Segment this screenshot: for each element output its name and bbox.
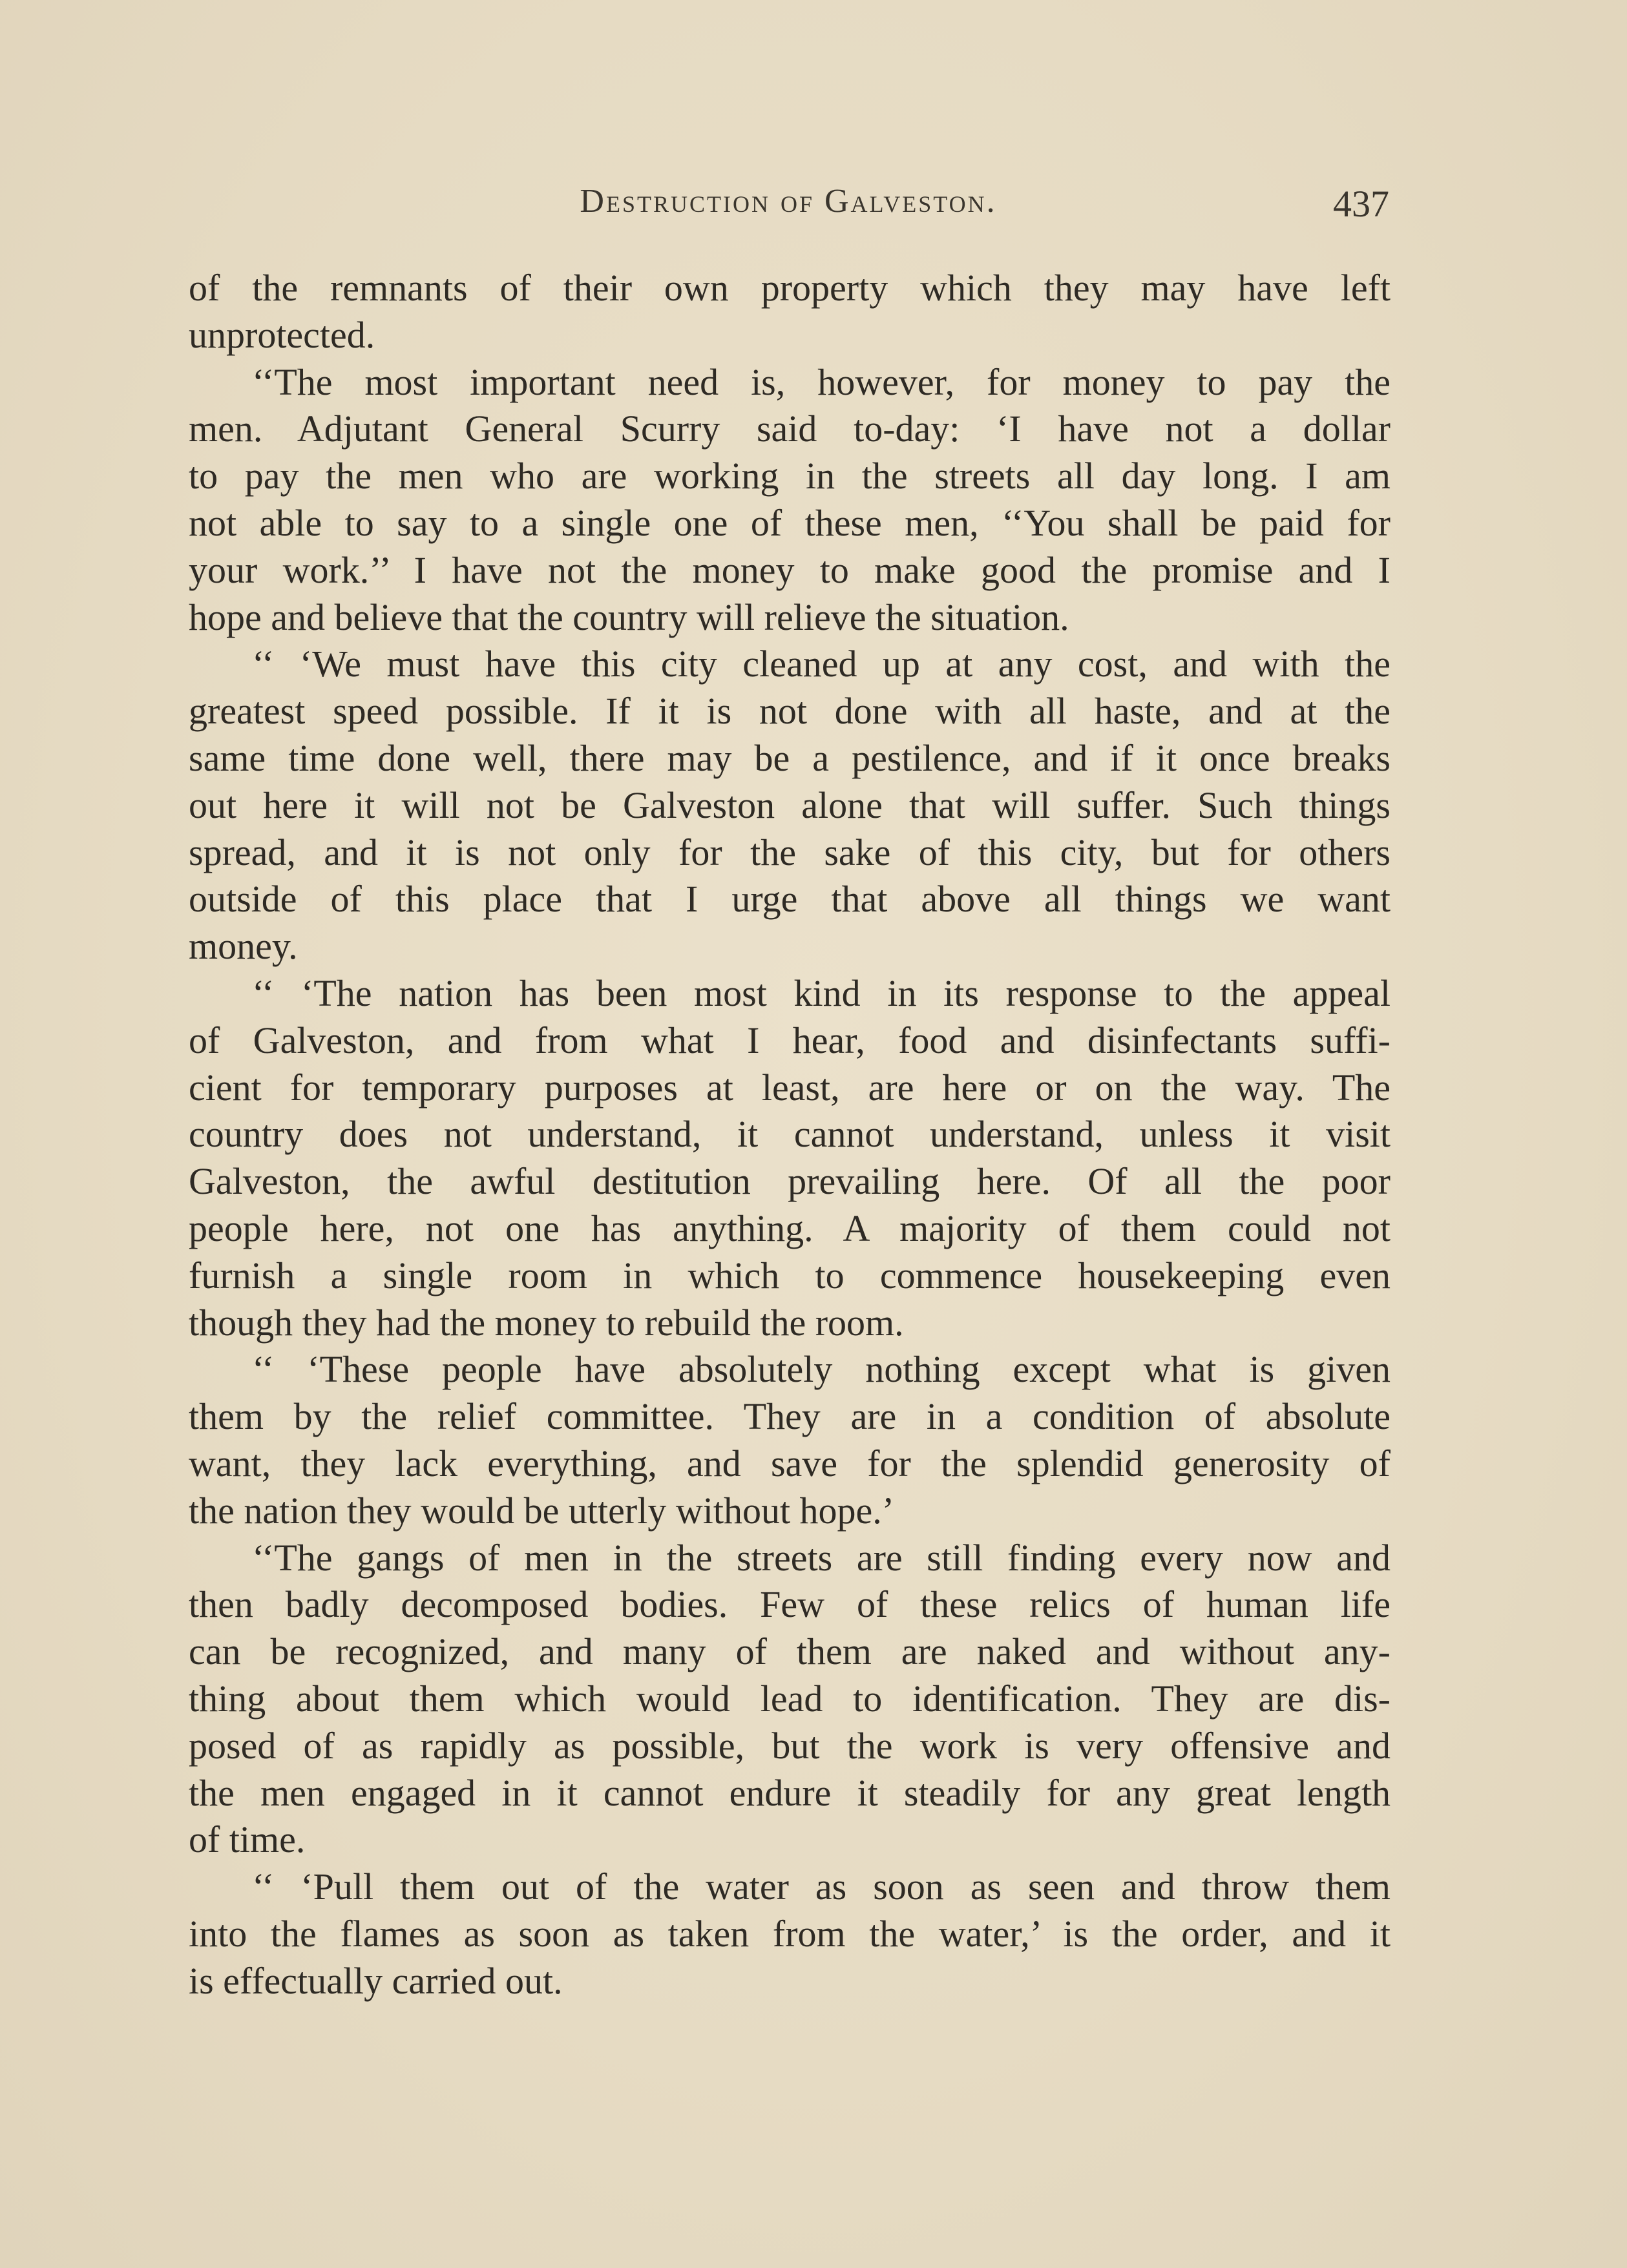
text-line: into the flames as soon as taken from the water,’ is the order, and it bbox=[189, 1912, 1391, 1955]
text-line: out here it will not be Galveston alone that will suffer. Such things bbox=[189, 784, 1391, 826]
text-line: unprotected. bbox=[189, 313, 375, 356]
text-line: the nation they would be utterly without hope.’ bbox=[189, 1489, 895, 1532]
text-line: ‘‘ ‘Pull them out of the water as soon as seen and throw them bbox=[252, 1866, 1391, 1908]
text-line: your work.’’ I have not the money to make good the promise and I bbox=[189, 548, 1391, 591]
text-line: want, they lack everything, and save for the splendid generosity of bbox=[189, 1442, 1391, 1484]
text-line: can be recognized, and many of them are naked and without any- bbox=[189, 1630, 1391, 1673]
running-title: Destruction of Galveston. bbox=[580, 183, 997, 220]
text-line: of the remnants of their own property which they may have left bbox=[189, 267, 1391, 309]
text-line: Galveston, the awful destitution prevailing here. Of all the poor bbox=[189, 1160, 1391, 1203]
text-line: ‘‘The gangs of men in the streets are still finding every now and bbox=[252, 1536, 1391, 1579]
text-line: people here, not one has anything. A majority of them could not bbox=[189, 1207, 1391, 1249]
text-line: not able to say to a single one of these men, ‘‘You shall be paid for bbox=[189, 501, 1391, 544]
text-line: ‘‘ ‘We must have this city cleaned up at any cost, and with the bbox=[252, 643, 1391, 685]
running-head bbox=[187, 182, 1389, 234]
text-line: the men engaged in it cannot endure it steadily for any great length bbox=[189, 1771, 1391, 1814]
text-line: then badly decomposed bodies. Few of these relics of human life bbox=[189, 1583, 1391, 1626]
text-line: ‘‘ ‘The nation has been most kind in its response to the appeal bbox=[252, 972, 1391, 1014]
text-line: same time done well, there may be a pestilence, and if it once breaks bbox=[189, 736, 1391, 779]
text-line: posed of as rapidly as possible, but the work is very offensive and bbox=[189, 1724, 1391, 1767]
text-line: though they had the money to rebuild the room. bbox=[189, 1301, 904, 1344]
text-line: is effectually carried out. bbox=[189, 1959, 563, 2002]
text-line: of Galveston, and from what I hear, food and disinfectants suffi- bbox=[189, 1019, 1391, 1061]
text-line: ‘‘The most important need is, however, for money to pay the bbox=[252, 360, 1391, 403]
text-line: thing about them which would lead to identification. They are dis- bbox=[189, 1677, 1391, 1720]
text-line: country does not understand, it cannot understand, unless it visit bbox=[189, 1113, 1391, 1156]
text-line: them by the relief committee. They are in a condition of absolute bbox=[189, 1395, 1391, 1438]
text-line: furnish a single room in which to commence housekeeping even bbox=[189, 1254, 1391, 1296]
text-line: money. bbox=[189, 925, 298, 968]
text-line: ‘‘ ‘These people have absolutely nothing except what is given bbox=[252, 1348, 1391, 1391]
page-number: 437 bbox=[1333, 183, 1389, 225]
text-line: spread, and it is not only for the sake of this city, but for others bbox=[189, 831, 1391, 873]
text-line: men. Adjutant General Scurry said to-day: ‘I have not a dollar bbox=[189, 408, 1391, 450]
text-line: cient for temporary purposes at least, are here or on the way. The bbox=[189, 1066, 1391, 1108]
text-line: outside of this place that I urge that above all things we want bbox=[189, 878, 1391, 921]
text-line: of time. bbox=[189, 1818, 306, 1861]
body-text bbox=[189, 265, 1391, 2004]
text-line: hope and believe that the country will relieve the situation. bbox=[189, 596, 1069, 638]
text-line: to pay the men who are working in the streets all day long. I am bbox=[189, 455, 1391, 497]
text-line: greatest speed possible. If it is not done with all haste, and at the bbox=[189, 690, 1391, 733]
